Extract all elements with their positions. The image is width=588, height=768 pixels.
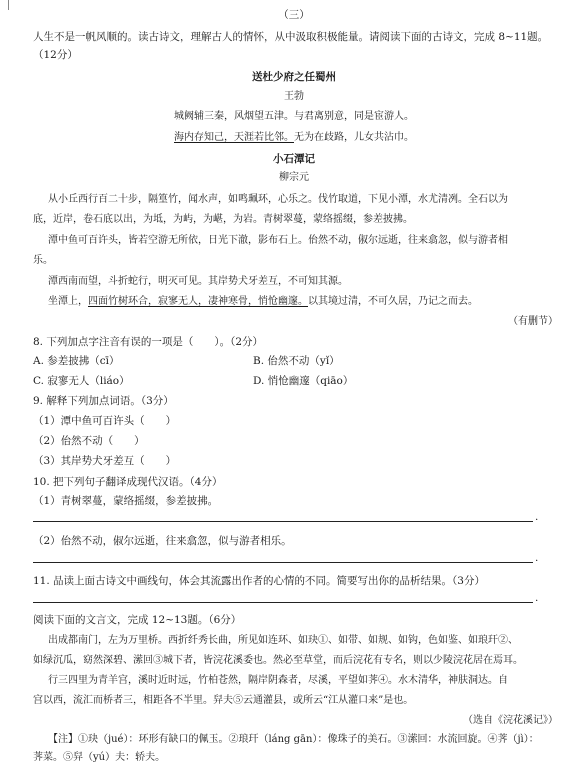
q10-answer-line-2-end: . [535, 552, 539, 564]
intro-line-1: 人生不是一帆风顺的。读古诗文，理解古人的情怀，从中汲取积极能量。请阅读下面的古诗文，完成 8~11题。 [33, 31, 549, 43]
q9-item-2: （2）佁然不动（ ） [33, 435, 145, 447]
q9-item-3: （3）其岸势犬牙差互（ ） [33, 455, 177, 467]
prose-title: 小石潭记 [273, 153, 315, 165]
prose-paragraph-2a: 潭中鱼可百许头，皆若空游无所依，日光下澈，影布石上。佁然不动，俶尔远逝，往来翕忽，似与游者相 [48, 235, 508, 246]
q10-stem: 10. 把下列句子翻译成现代汉语。（4分） [33, 476, 223, 488]
passage2-stem: 阅读下面的文言文，完成 12~13题。（6分） [33, 614, 242, 626]
prose-paragraph-1a: 从小丘西行百二十步，隔篁竹，闻水声，如鸣珮环，心乐之。伐竹取道，下见小潭，水尤清冽。全石以为 [48, 194, 508, 205]
q10-answer-line-1[interactable] [33, 521, 533, 522]
q10-answer-line-2[interactable] [33, 562, 533, 563]
passage2-notes-1: 【注】①玦（jué）：环形有缺口的佩玉。②琅玕（láng gān）：像珠子的美石。③潆回：水流回旋。④荠（jì）： [48, 734, 539, 745]
prose-p4-end: 以其境过清，不可久居，乃记之而去。 [308, 296, 478, 307]
prose-author: 柳宗元 [279, 172, 309, 183]
q8-option-c: C. 寂寥无人（liáo） [33, 375, 130, 387]
section-number: （三） [278, 9, 310, 21]
passage2-line-4: 宫以西，流汇而桥者三，相距各不半里。舁夫⑤云通灌县，或所云“江从灌口来”是也。 [33, 695, 414, 706]
poem-line-2 [0, 131, 588, 145]
prose-p4-start: 坐潭上， [48, 296, 88, 307]
prose-abridged-note: （有删节） [508, 316, 558, 327]
q8-option-a: A. 参差披拂（cī） [33, 355, 120, 367]
passage2-line-1: 出成都南门，左为万里桥。西折纤秀长曲，所见如连环、如玦①、如带、如规、如钩，色如鉴、如琅玕②、 [48, 635, 518, 646]
prose-paragraph-4 [48, 295, 478, 309]
passage2-line-2: 如绿沉瓜，窈然深碧、潆回③城下者，皆浣花溪委也。然必至草堂，而后浣花有专名，则以少陵浣花居在焉耳。 [33, 655, 523, 666]
passage2-source: （选自《浣花溪记》） [463, 715, 558, 726]
q10-item-2: （2）佁然不动，俶尔远逝，往来翕忽，似与游者相乐。 [33, 535, 292, 547]
q10-item-1: （1）青树翠蔓，蒙络摇缀，参差披拂。 [33, 495, 219, 507]
q11-answer-line-end: . [535, 592, 539, 604]
q11-answer-line[interactable] [33, 602, 533, 603]
q9-stem: 9. 解释下列加点词语。（3分） [33, 395, 174, 407]
poem-line-1: 城阙辅三秦，风烟望五津。与君离别意，同是宦游人。 [174, 111, 414, 122]
prose-paragraph-2b: 乐。 [33, 255, 53, 266]
q11-stem: 11. 品读上面古诗文中画线句，体会其流露出作者的心情的不同。简要写出你的品析结果。（3分） [33, 575, 485, 587]
passage2-line-3: 行三四里为青羊宫，溪时近时远，竹柏苍然，隔岸阴森者，尽溪，平望如荠④。水木清华，神肤洞达。自 [48, 675, 508, 686]
prose-paragraph-1b: 底，近岸，卷石底以出，为坻，为屿，为嵁，为岩。青树翠蔓，蒙络摇缀，参差披拂。 [33, 214, 413, 225]
q9-item-1: （1）潭中鱼可百许头（ ） [33, 415, 177, 427]
q10-answer-line-1-end: . [535, 511, 539, 523]
poem-author: 王勃 [284, 91, 304, 102]
intro-line-2: （12分） [33, 49, 78, 61]
poem-line-2-rest: 无为在歧路，儿女共沾巾。 [294, 132, 414, 143]
poem-underlined-sentence: 海内存知己，天涯若比邻。 [174, 132, 294, 143]
q8-stem: 8. 下列加点字注音有误的一项是（ ）。（2分） [33, 336, 264, 348]
poem-title: 送杜少府之任蜀州 [252, 71, 336, 83]
q8-option-d: D. 悄怆幽邃（qiāo） [253, 375, 354, 387]
passage2-notes-2: 荠菜。⑤舁（yú）夫：轿夫。 [33, 752, 166, 763]
q8-option-b: B. 佁然不动（yǐ） [253, 355, 340, 367]
prose-paragraph-3: 潭西南而望，斗折蛇行，明灭可见。其岸势犬牙差互，不可知其源。 [48, 276, 348, 287]
prose-underlined-sentence: 四面竹树环合，寂寥无人，凄神寒骨，悄怆幽邃。 [88, 296, 308, 307]
